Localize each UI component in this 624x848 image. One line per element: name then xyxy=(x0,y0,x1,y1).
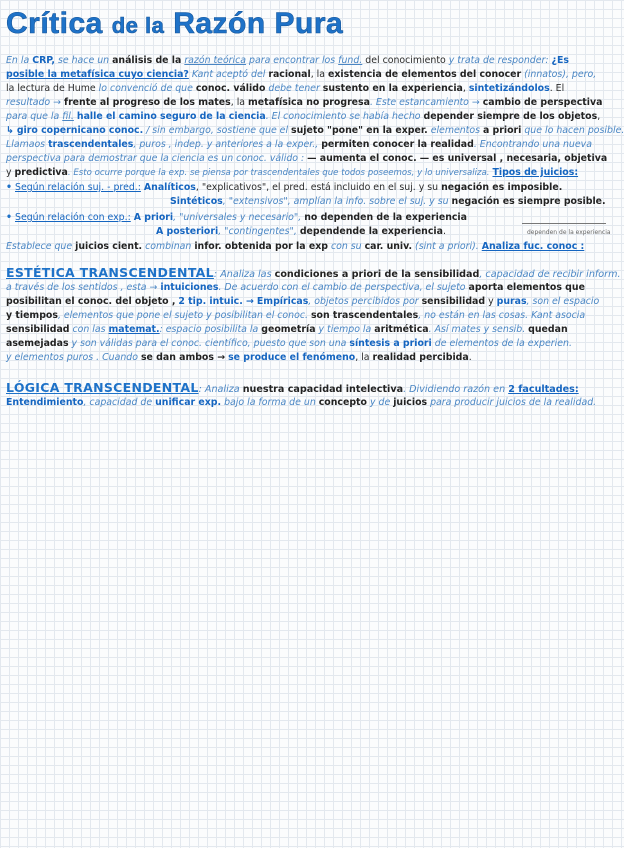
text-fragment: — aumenta el conoc. xyxy=(307,153,417,164)
logica-line-1 xyxy=(6,381,579,397)
text-fragment: , "extensivos", amplían la info. sobre el suj. y su xyxy=(222,196,449,207)
text-fragment: perspectiva para demostrar que la ciencia es un conoc. válido : xyxy=(6,153,305,164)
text-fragment: son trascendentales xyxy=(310,310,419,321)
text-fragment: permiten conocer la realidad xyxy=(321,139,474,150)
text-fragment: razón teórica xyxy=(184,55,247,66)
bullet-icon: • xyxy=(6,182,12,193)
text-fragment: A posteriori xyxy=(156,226,219,237)
text-fragment: , capacidad de recibir inform. xyxy=(479,269,621,280)
text-fragment: : Analiza xyxy=(198,384,240,395)
text-fragment: juicios cient. xyxy=(75,241,143,252)
page-title xyxy=(6,2,343,48)
estetica-line-6 xyxy=(6,337,610,351)
text-fragment: Sintéticos xyxy=(170,196,223,207)
intro-line-5 xyxy=(6,110,610,124)
text-fragment: sensibilidad xyxy=(6,324,70,335)
text-fragment: Llamaos xyxy=(6,139,46,150)
text-fragment: racional xyxy=(268,69,311,80)
text-fragment: asemejadas xyxy=(6,338,69,349)
text-fragment: (sint a priori). xyxy=(415,241,479,252)
intro-line-1 xyxy=(6,54,610,68)
text-fragment: se dan ambos → xyxy=(140,352,226,363)
text-fragment: , no están en las cosas. Kant asocia xyxy=(418,310,586,321)
text-fragment: a través de los sentidos , esta → xyxy=(6,282,158,293)
text-fragment: elementos xyxy=(430,125,480,136)
text-fragment: del conocimiento xyxy=(365,55,446,66)
text-fragment: juicios xyxy=(393,397,428,408)
text-fragment: aporta elementos que xyxy=(468,282,585,293)
estetica-line-1 xyxy=(6,266,621,282)
text-fragment: 2 facultades: xyxy=(508,384,579,395)
text-fragment: debe tener xyxy=(268,83,320,94)
estetica-heading: ESTÉTICA TRANSCENDENTAL xyxy=(6,265,214,280)
text-fragment: y trata de responder: xyxy=(448,55,549,66)
text-fragment: , "universales y necesario", xyxy=(173,212,302,223)
juicios-line-aposteriori xyxy=(156,225,516,239)
text-fragment: , elementos que pone el sujeto y posibilitan el conoc. xyxy=(57,310,308,321)
text-fragment: y elementos puros . Cuando xyxy=(6,352,138,363)
intro-line-9 xyxy=(6,166,610,180)
text-fragment: sujeto "pone" en la exper. xyxy=(291,125,428,136)
text-fragment: Empíricas xyxy=(256,296,309,307)
intro-line-7 xyxy=(6,138,610,152)
text-fragment: puras xyxy=(496,296,527,307)
text-fragment: existencia de elementos del conocer xyxy=(328,69,522,80)
estetica-line-7 xyxy=(6,351,610,365)
text-fragment: . Este estancamiento → xyxy=(369,97,480,108)
text-fragment: . xyxy=(468,352,472,363)
text-fragment: sustento en la experiencia xyxy=(322,83,463,94)
text-fragment: , son el espacio xyxy=(526,296,600,307)
text-fragment: se produce el fenómeno xyxy=(228,352,356,363)
text-fragment: Establece que xyxy=(6,241,73,252)
text-fragment: Analiza fuc. conoc : xyxy=(481,241,585,252)
logica-heading: LÓGICA TRANSCENDENTAL xyxy=(6,380,199,395)
text-fragment: sensibilidad xyxy=(421,296,486,307)
text-fragment: A priori xyxy=(133,212,174,223)
text-fragment: predictiva xyxy=(14,167,68,178)
intro-line-3 xyxy=(6,82,610,96)
text-fragment: matemat. xyxy=(108,324,160,335)
text-fragment: y de xyxy=(369,397,391,408)
text-fragment: concepto xyxy=(318,397,367,408)
text-fragment: Kant aceptó del xyxy=(191,69,266,80)
text-fragment: no dependen de la experiencia xyxy=(304,212,467,223)
text-fragment: . El conocimiento se había hecho xyxy=(265,111,421,122)
text-fragment: ¿Es xyxy=(551,55,569,66)
text-fragment: , xyxy=(462,83,466,94)
intro-line-2 xyxy=(6,68,610,82)
text-fragment: resultado → xyxy=(6,97,61,108)
text-fragment: la lectura de Hume xyxy=(6,83,96,94)
text-fragment: infor. obtenida por la exp xyxy=(194,241,328,252)
juicios-line-sintesis xyxy=(6,240,610,254)
note-divider xyxy=(522,223,606,224)
title-word-razon-pura: Razón Pura xyxy=(173,7,344,40)
text-fragment: realidad percibida xyxy=(372,352,469,363)
text-fragment: En la xyxy=(6,55,30,66)
juicios-line-analiticos xyxy=(6,181,610,195)
text-fragment: con las xyxy=(72,324,106,335)
text-fragment: análisis de la xyxy=(112,55,182,66)
text-fragment: , puros , indep. y anteriores a la exper., xyxy=(133,139,319,150)
title-word-critica: Crítica xyxy=(6,7,103,40)
text-fragment: para que la xyxy=(6,111,60,122)
text-fragment: giro copernicano conoc. xyxy=(16,125,144,136)
text-fragment: metafísica no progresa xyxy=(248,97,370,108)
text-fragment: , la xyxy=(355,352,370,363)
text-fragment: . El xyxy=(549,83,565,94)
text-fragment: y xyxy=(488,296,494,307)
text-fragment: de elementos de la experien. xyxy=(434,338,572,349)
text-fragment: CRP, xyxy=(32,55,55,66)
juicios-line-sinteticos xyxy=(170,195,610,209)
text-fragment: geometría xyxy=(261,324,316,335)
text-fragment: bajo la forma de un xyxy=(224,397,316,408)
text-fragment: Analíticos xyxy=(143,182,196,193)
text-fragment: posible la metafísica cuyo ciencia? xyxy=(6,69,189,80)
text-fragment: posibilitan el conoc. del objeto , xyxy=(6,296,176,307)
text-fragment: para producir juicios de la realidad. xyxy=(430,397,597,408)
text-fragment: y son válidas para el conoc. científico, puesto que son una xyxy=(71,338,347,349)
text-fragment: depender siempre de los objetos xyxy=(423,111,598,122)
text-fragment: 2 tip. intuic. → xyxy=(178,296,254,307)
text-fragment: Según relación suj. - pred.: xyxy=(15,182,141,193)
text-fragment: , objetos percibidos por xyxy=(308,296,419,307)
margin-note: dependen de la experiencia xyxy=(527,229,611,236)
text-fragment: , "explicativos", el pred. está incluido en el suj. y su xyxy=(195,182,439,193)
text-fragment: . Encontrando una nueva xyxy=(473,139,592,150)
text-fragment: trascendentales xyxy=(48,139,134,150)
text-fragment: / sin embargo, sostiene que el xyxy=(146,125,289,136)
text-fragment: lo convenció de que xyxy=(98,83,193,94)
text-fragment: negación es siempre posible. xyxy=(451,196,606,207)
estetica-line-3 xyxy=(6,295,610,309)
text-fragment: aritmética xyxy=(374,324,429,335)
text-fragment: conoc. válido xyxy=(195,83,266,94)
text-fragment: , xyxy=(597,111,601,122)
text-fragment: Entendimiento xyxy=(6,397,84,408)
text-fragment: nuestra capacidad intelectiva xyxy=(242,384,404,395)
text-fragment: y tiempos xyxy=(6,310,58,321)
text-fragment: quedan xyxy=(528,324,568,335)
logica-line-2 xyxy=(6,396,610,410)
text-fragment: — es universal , necesaria xyxy=(419,153,558,164)
text-fragment: halle el camino seguro de la ciencia xyxy=(76,111,266,122)
title-word-de-la: de la xyxy=(111,13,165,38)
text-fragment: , "contingentes", xyxy=(218,226,297,237)
estetica-line-2 xyxy=(6,281,610,295)
text-fragment: combinan xyxy=(145,241,192,252)
text-fragment: unificar exp. xyxy=(155,397,222,408)
estetica-line-5 xyxy=(6,323,610,337)
text-fragment: cambio de perspectiva xyxy=(482,97,603,108)
juicios-line-apriori xyxy=(6,211,610,225)
text-fragment: dependende la experiencia xyxy=(299,226,443,237)
bullet-icon: • xyxy=(6,212,12,223)
text-fragment: car. univ. xyxy=(364,241,413,252)
text-fragment: intuiciones xyxy=(160,282,219,293)
intro-line-8 xyxy=(6,152,610,166)
intro-line-6 xyxy=(6,124,624,138)
text-fragment: , la xyxy=(230,97,246,108)
text-fragment: . Así mates y sensib. xyxy=(428,324,526,335)
text-fragment: . De acuerdo con el cambio de perspectiva, el sujeto xyxy=(218,282,466,293)
text-fragment: , objetiva xyxy=(557,153,608,164)
text-fragment: . Dividiendo razón en xyxy=(403,384,506,395)
text-fragment: con su xyxy=(330,241,362,252)
text-fragment: que lo hacen posible. xyxy=(524,125,624,136)
text-fragment: ↳ xyxy=(6,125,14,136)
text-fragment: síntesis a priori xyxy=(349,338,432,349)
text-fragment: . xyxy=(442,226,446,237)
text-fragment: negación es imposible. xyxy=(441,182,563,193)
text-fragment: fund. xyxy=(338,55,363,66)
text-fragment: Según relación con exp.: xyxy=(15,212,131,223)
text-fragment: fil. xyxy=(62,111,74,122)
text-fragment: sintetizándolos xyxy=(468,83,550,94)
text-fragment: y tiempo la xyxy=(318,324,372,335)
text-fragment: : espacio posibilita la xyxy=(159,324,259,335)
text-fragment: Tipos de juicios: xyxy=(492,167,579,178)
text-fragment: (innatos), pero, xyxy=(524,69,597,80)
text-fragment: para encontrar los xyxy=(249,55,336,66)
text-fragment: , la xyxy=(310,69,326,80)
text-fragment: frente al progreso de los mates xyxy=(63,97,231,108)
text-fragment: a priori xyxy=(482,125,522,136)
text-fragment: , capacidad de xyxy=(83,397,153,408)
text-fragment: . Esto ocurre porque la exp. se piensa por trascendentales que todos poseemos, y lo universaliza. xyxy=(67,168,490,178)
text-fragment: : Analiza las xyxy=(213,269,272,280)
text-fragment: se hace un xyxy=(57,55,110,66)
estetica-line-4 xyxy=(6,309,610,323)
text-fragment: condiciones a priori de la sensibilidad xyxy=(274,269,480,280)
intro-line-4 xyxy=(6,96,610,110)
text-fragment: y xyxy=(6,167,12,178)
